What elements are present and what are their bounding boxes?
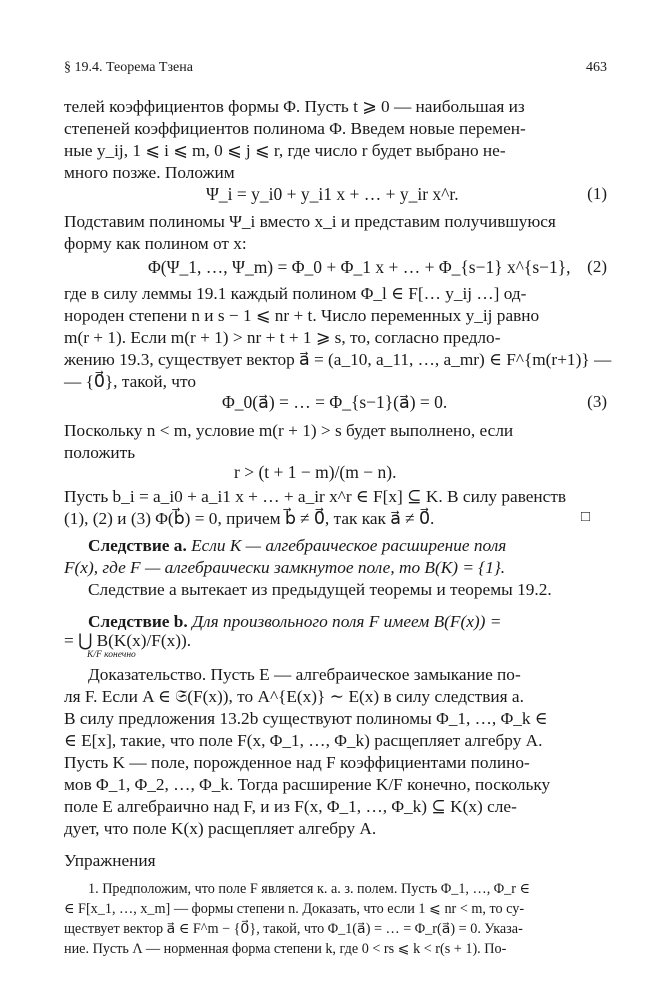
body-line: где в силу леммы 19.1 каждый полином Φ_l ∈ F[… y_ij …] од-	[64, 284, 527, 303]
exercises-heading: Упражнения	[64, 851, 156, 870]
body-line: степеней коэффициентов полинома Φ. Введем новые перемен-	[64, 119, 526, 138]
body-line: форму как полином от x:	[64, 234, 247, 253]
body-line: m(r + 1). Если m(r + 1) > nr + t + 1 ⩾ s, то, согласно предло-	[64, 328, 501, 347]
corollary-a	[88, 535, 506, 557]
proof-line: дует, что поле K(x) расщепляет алгебру A.	[64, 819, 377, 838]
union-subscript: K/F конечно	[87, 650, 136, 660]
body-line: нороден степени n и s − 1 ⩽ nr + t. Число переменных y_ij равно	[64, 306, 540, 325]
corollary-a-text: F(x), где F — алгебраически замкнутое поле, то B(K) = {1}.	[64, 558, 506, 577]
corollary-b-union: = ⋃ B(K(x)/F(x)).	[64, 631, 192, 650]
proof-line: В силу предложения 13.2b существуют полиномы Φ_1, …, Φ_k ∈	[64, 709, 548, 728]
body-line: Подставим полиномы Ψ_i вместо x_i и представим получившуюся	[64, 212, 556, 231]
corollary-a-text: Если K — алгебраическое расширение поля	[191, 536, 507, 555]
body-line: — {0⃗}, такой, что	[64, 372, 196, 391]
proof-line: ∈ E[x], такие, что поле F(x, Φ_1, …, Φ_k) расщепляет алгебру A.	[64, 731, 543, 750]
equation-1: Ψ_i = y_i0 + y_i1 x + … + y_ir x^r.	[206, 184, 459, 204]
body-line: телей коэффициентов формы Φ. Пусть t ⩾ 0 — наибольшая из	[64, 97, 525, 116]
corollary-a-note: Следствие а вытекает из предыдущей теоремы и теоремы 19.2.	[88, 580, 552, 599]
equation-3: Φ_0(a⃗) = … = Φ_{s−1}(a⃗) = 0.	[222, 392, 448, 412]
proof-line: поле E алгебраично над F, и из F(x, Φ_1, …, Φ_k) ⊆ K(x) сле-	[64, 797, 517, 816]
corollary-a-title: Следствие а.	[88, 536, 187, 555]
exercise-line: ние. Пусть Λ — норменная форма степени k, где 0 < rs ⩽ k < r(s + 1). По-	[64, 941, 507, 957]
equation-number-3: (3)	[587, 392, 607, 411]
equation-number-1: (1)	[587, 184, 607, 203]
equation-2: Φ(Ψ_1, …, Ψ_m) = Φ_0 + Φ_1 x + … + Φ_{s−1} x^{s−1},	[148, 257, 571, 277]
running-header-section: § 19.4. Теорема Тзена	[64, 60, 193, 75]
exercise-line: ∈ F[x_1, …, x_m] — формы степени n. Доказать, что если 1 ⩽ nr < m, то су-	[64, 901, 525, 917]
exercise-line: ществует вектор a⃗ ∈ F^m − {0⃗}, такой, что Φ_1(a⃗) = … = Φ_r(a⃗) = 0. Указа-	[64, 921, 523, 937]
proof-line: мов Φ_1, Φ_2, …, Φ_k. Тогда расширение K/F конечно, поскольку	[64, 775, 551, 794]
body-line: жению 19.3, существует вектор a⃗ = (a_10, a_11, …, a_mr) ∈ F^{m(r+1)} —	[64, 350, 612, 369]
page-number: 463	[586, 60, 607, 75]
body-line: ные y_ij, 1 ⩽ i ⩽ m, 0 ⩽ j ⩽ r, где число r будет выбрано не-	[64, 141, 506, 160]
body-line: Поскольку n < m, условие m(r + 1) > s будет выполнено, если	[64, 421, 514, 440]
equation-4: r > (t + 1 − m)/(m − n).	[234, 462, 397, 482]
proof-line: ля F. Если A ∈ 𝔖(F(x)), то A^{E(x)} ∼ E(x) в силу следствия а.	[64, 687, 524, 706]
proof-line: Пусть K — поле, порожденное над F коэффициентами полино-	[64, 753, 530, 772]
corollary-b-title: Следствие b.	[88, 612, 188, 631]
body-line: много позже. Положим	[64, 163, 235, 182]
body-line: (1), (2) и (3) Φ(b⃗) = 0, причем b⃗ ≠ 0⃗, так как a⃗ ≠ 0⃗.	[64, 509, 435, 528]
qed-symbol: □	[581, 509, 591, 525]
proof-line: Доказательство. Пусть E — алгебраическое замыкание по-	[88, 665, 521, 684]
equation-number-2: (2)	[587, 257, 607, 276]
exercise-line: 1. Предположим, что поле F является к. а. з. полем. Пусть Φ_1, …, Φ_r ∈	[88, 881, 531, 897]
body-line: Пусть b_i = a_i0 + a_i1 x + … + a_ir x^r ∈ F[x] ⊆ K. В силу равенств	[64, 487, 567, 506]
body-line: положить	[64, 443, 136, 462]
corollary-b-text: Для произвольного поля F имеем B(F(x)) =	[192, 612, 502, 631]
